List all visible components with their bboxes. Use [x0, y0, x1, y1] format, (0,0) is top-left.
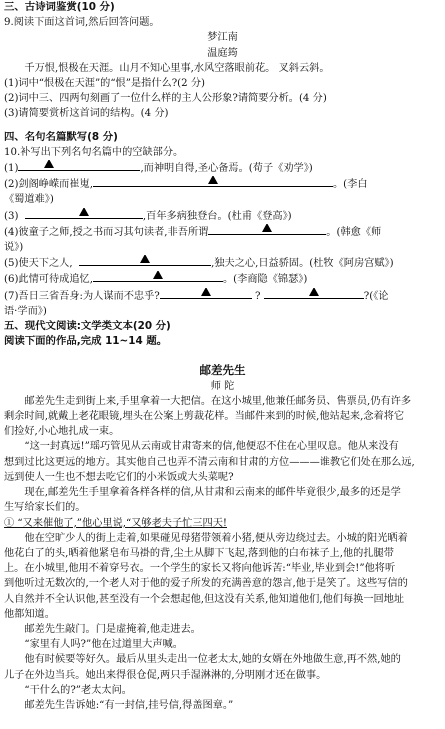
paragraph-line: 剩余时间,就戴上老花眼镜,埋头在公案上剪裁花样。当邮件来到的时候,他站起来,念着将它 — [4, 411, 405, 423]
poem-author: 温庭筠 — [207, 47, 238, 59]
reading-intro: 阅读下面的作品,完成 11~14 题。 — [4, 335, 168, 348]
triangle-marker-icon — [153, 271, 163, 279]
paragraph-line: 远到使人一生也不想去吃它们的小米饭或大头菜呢? — [4, 471, 234, 483]
fill-item-2: (2)剑阁峥嵘而崔嵬, 。(李白 — [4, 176, 441, 192]
paragraph-line: 想到过比这更远的地方。其实他自己也弄不清云南和甘肃的方位———谁教它们处在那么远, — [4, 456, 415, 468]
answer-blank[interactable] — [93, 271, 223, 282]
answer-blank[interactable] — [93, 176, 333, 187]
answer-blank[interactable] — [80, 160, 140, 171]
triangle-marker-icon — [309, 288, 319, 296]
paragraph-line: 他花白了的头,晒着他紧皂布马褂的背,尘土从脚下飞起,落到他的白布袜子上,他的扎腿带 — [4, 547, 394, 559]
paragraph-line: 邮差先生敲门。门是虚掩着,他走进去。 — [24, 623, 201, 635]
paragraph-line: 他有时候要等好久。最后从里头走出一位老太太,她的女婿在外地做生意,再不然,她的 — [24, 654, 401, 666]
underlined-sentence: ① “又来催他了,”他心里说,“又够老夫子忙三四天! — [4, 517, 227, 529]
question-9-1: (1)词中“恨极在天涯”的“恨”是指什么?(2 分) — [4, 78, 206, 90]
paragraph-line: 到他听过无数次的,一个老人对于他的爱子所发的充满善意的怨言,他于是笑了。这些写信的 — [4, 578, 408, 590]
question-9-3: (3)请简要赏析这首词的结构。(4 分) — [4, 108, 169, 120]
section-5-heading: 五、现代文阅读:文学类文本(20 分) — [4, 320, 171, 333]
triangle-marker-icon — [79, 208, 89, 216]
question-9-2: (2)词中三、四两句刻画了一位什么样的主人公形象?请简要分析。(4 分) — [4, 93, 327, 105]
paragraph-line: 现在,邮差先生手里拿着各样各样的信,从甘肃和云南来的邮件毕竟很少,最多的还是学 — [24, 487, 401, 499]
paragraph-line: 上。在小城里,他用不着穿号衣。一个学生的家长又将向他诉苦:“毕业,毕业到会!”他将听 — [4, 563, 396, 575]
fill-item-2-cont: 《蜀道难》) — [4, 194, 54, 206]
fill-item-4-cont: 说》) — [4, 242, 24, 254]
paragraph-line: 生写给家长们的。 — [4, 502, 86, 514]
answer-blank[interactable] — [25, 208, 143, 219]
triangle-marker-icon — [201, 288, 211, 296]
answer-blank[interactable] — [264, 288, 364, 299]
poem-text: 千万恨,恨极在天涯。山月不知心里事,水风空落眼前花。 叉斜云斜。 — [24, 62, 330, 74]
triangle-marker-icon — [140, 255, 150, 263]
triangle-marker-icon — [44, 160, 54, 168]
paragraph-line: “这一封真远!”瑶巧管见从云南或甘肃寄来的信,他便忍不住在心里叹息。他从来没有 — [24, 441, 399, 453]
fill-item-5: (5)使天下之人, ,独夫之心,日益骄固。(杜牧《阿房宫赋》) — [4, 255, 441, 271]
answer-blank[interactable] — [208, 224, 326, 235]
fill-item-3: (3) ,百年多病独登台。(杜甫《登高》) — [4, 208, 441, 224]
story-title: 邮差先生 — [199, 363, 246, 378]
paragraph-line: 他在空旷少人的街上走着,如果碰见母猪带领着小猪,便从旁边绕过去。小城的阳光晒着 — [24, 532, 408, 544]
paragraph-line: 儿子在外边当兵。她出来得很仓促,两只手湿淋淋的,分明刚才还在做事。 — [4, 669, 327, 681]
fill-item-7-cont: 语·学而》) — [4, 305, 47, 317]
paragraph-line: “家里有人吗?”他在过道里大声喊。 — [24, 639, 183, 651]
paragraph-line: 他都知道。 — [4, 608, 55, 620]
section-4-heading: 四、名句名篇默写(8 分) — [4, 130, 118, 143]
question-10: 10.补写出下列名句名篇中的空缺部分。 — [4, 146, 184, 158]
paragraph-line: 们捡好,小心地扎成一束。 — [4, 426, 120, 438]
poem-title: 梦江南 — [207, 32, 238, 44]
paragraph-line: 人自然并不全认识他,甚至没有一个会想起他,但这没有关系,他知道他们,他们每换一回地址 — [4, 593, 405, 605]
fill-item-7: (7)吾日三省吾身:为人谋而不忠乎? ? ?(《论 — [4, 288, 441, 304]
question-9: 9.阅读下面这首词,然后回答问题。 — [4, 17, 160, 29]
fill-item-6: (6)此情可待成追忆, 。(李商隐《锦瑟》) — [4, 271, 441, 287]
answer-blank[interactable] — [79, 255, 211, 266]
paragraph-line: 邮差先生告诉她:“有一封信,挂号信,得盖图章。” — [24, 699, 234, 711]
fill-item-1: (1) ,而神明自得,圣心备焉。(荀子《劝学》) — [4, 160, 441, 176]
fill-item-4: (4)彼童子之师,授之书而习其句读者,非吾所谓 。(韩愈《师 — [4, 224, 441, 240]
story-author: 师 陀 — [210, 380, 235, 392]
triangle-marker-icon — [208, 176, 218, 184]
answer-blank[interactable] — [160, 288, 252, 299]
paragraph-line: 邮差先生走到街上来,手里拿着一大把信。在这小城里,他兼任邮务员、售票员,仍有许多 — [24, 395, 412, 407]
triangle-marker-icon — [262, 224, 272, 232]
answer-blank[interactable] — [18, 160, 80, 171]
paragraph-line: “干什么的?”老太太问。 — [24, 684, 132, 696]
section-3-heading: 三、古诗词鉴赏(10 分) — [4, 1, 115, 13]
